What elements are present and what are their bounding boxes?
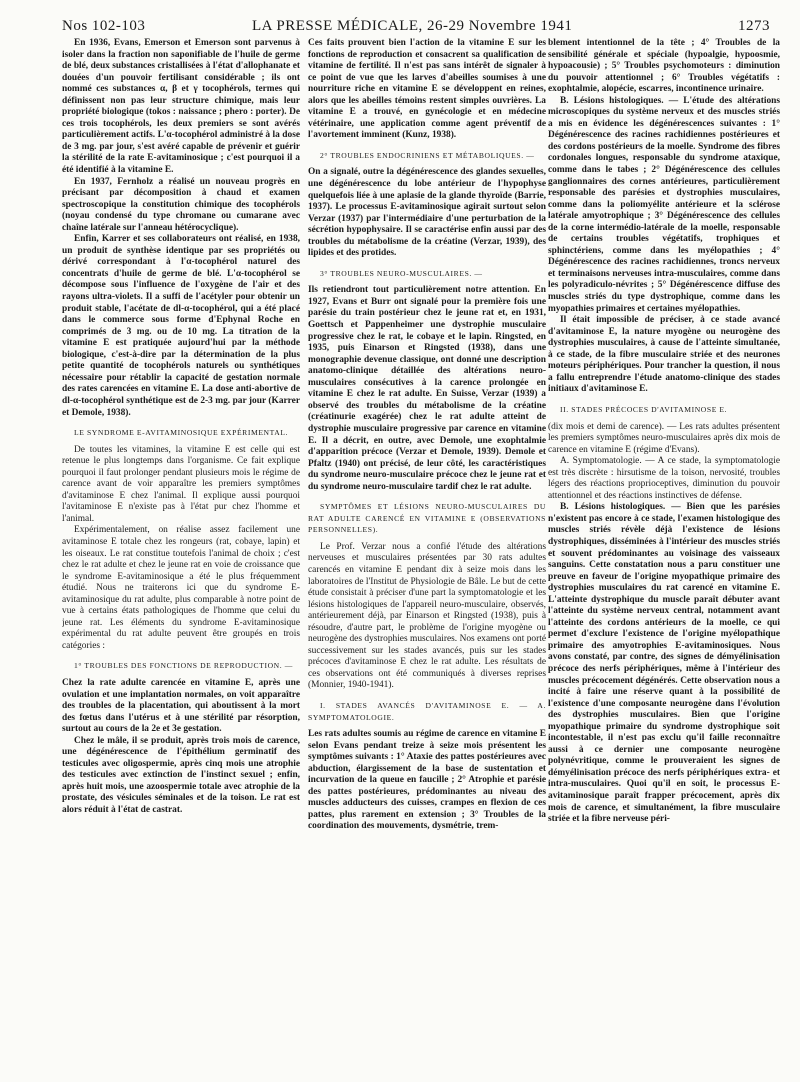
subsection-heading: 2° TROUBLES ENDOCRINIENS ET MÉTABOLIQUES. — bbox=[320, 150, 535, 160]
subsection-heading: I. STADES AVANCÉS D'AVITAMINOSE E. — A. SYMPTOMATOLOGIE. bbox=[308, 700, 546, 722]
paragraph: Expérimentalement, on réalise assez facilement une avitaminose E totale chez les rongeurs (rat, cobaye, lapin) et les oiseaux. Le rat constitue toutefois l'animal de choix ; c'est chez le rat adulte et chez le jeune rat en voie de croissance que le syndrome E-avitaminosique a été le plus fréquemment étudié. Nous ne traiterons ici que du syndrome E-avitaminosique du rat adulte, plus comparable à notre point de vue à certains états pathologiques de l'homme que celui du jeune rat. Les éléments du syndrome E-avitaminosique expérimental du rat adulte peuvent être groupés en trois catégories : bbox=[62, 525, 300, 651]
page-header bbox=[62, 14, 770, 36]
paragraph: Ces faits prouvent bien l'action de la vitamine E sur les fonctions de reproduction et consacrent sa qualification de vitamine de fertilité. Il n'est pas sans intérêt de signaler à ce point de vue que les larves d'abeilles soumises à une nourriture riche en vitamine E se développent en reines, alors que les abeilles témoins restent simples ouvrières. La vitamine E a trouvé, en gynécologie et en médecine vétérinaire, une application comme agent préventif de l'avortement imminent (Kunz, 1938). bbox=[308, 38, 546, 141]
paragraph: En 1936, Evans, Emerson et Emerson sont parvenus à isoler dans la fraction non saponifiable de l'huile de germe de blé, deux substances cristallisées à l'état d'allophanate et douées d'un pouvoir fertilisant considérable ; ils ont nommé ces substances α, β et γ tocophérols, termes qui définissent non pas leur structure chimique, mais leur propriété biologique (tokos : naissance ; phero : porter). De ces trois tocophérols, les deux premiers se sont avérés particulièrement actifs. L'α-tocophérol administré à la dose de 3 mg. par jour, s'est avéré capable de prévenir et guérir la stérilité de la rate E-avitaminosique ; c'est pourquoi il a été identifié à la vitamine E. bbox=[62, 38, 300, 176]
paragraph: On a signalé, outre la dégénérescence des glandes sexuelles, une dégénérescence du lobe antérieur de l'hypophyse quelquefois liée à une aplasie de la glande thyroïde (Barrie, 1937). Le processus E-avitaminosique agirait surtout selon Verzar (1937) par l'intermédiaire d'une perturbation de la sécrétion hypophysaire. Il se caractérise enfin aussi par des troubles du métabolisme de la créatine (Verzar, 1939), des lipides et des protides. bbox=[308, 167, 546, 259]
paragraph: Chez le mâle, il se produit, après trois mois de carence, une dégénérescence de l'épithélium germinatif des testicules avec oligospermie, après cinq mois une atrophie des testicules avec extinction de l'instinct sexuel ; enfin, après huit mois, une azoospermie totale avec atrophie de la prostate, des vésicules séminales et de la toison. Le rat est alors réduit à l'état de castrat. bbox=[62, 735, 300, 815]
paragraph: B. Lésions histologiques. — L'étude des altérations microscopiques du système nerveux et des muscles striés a mis en évidence les dégénérescences suivantes : 1° Dégénérescence des racines rachidiennes postérieures et des cordons postérieurs de la moelle. Syndrome des fibres cordonales longues, responsable du syndrome ataxique, comme dans le tabes ; 2° Dégénérescence des cellules ganglionnaires des cornes antérieures, particulièrement responsable des parésies et dystrophies musculaires, comme dans la poliomyélite antérieure et la sclérose latérale amyotrophique ; 3° Dégénérescence des cellules de la corne intermédio-latérale de la moelle, responsable de certains troubles végétatifs, trophiques et sphinctériens, comme dans les myélopathies ; 4° Dégénérescence des racines rachidiennes, troncs nerveux et terminaisons nerveuses intra-musculaires, comme dans les polyradiculo-névrites ; 5° Dégénérescence diffuse des muscles striés du type dystrophique, comme dans les myopathies primaires et certaines myélopathies. bbox=[548, 95, 780, 314]
section-heading: SYMPTÔMES ET LÉSIONS NEURO-MUSCULAIRES DU RAT ADULTE CARENCÉ EN VITAMINE E (OBSERVATIONS PERSONNELLES). bbox=[308, 502, 546, 535]
paragraph: B. Lésions histologiques. — Bien que les parésies n'existent pas encore à ce stade, l'examen histologique des muscles striés révèle déjà l'existence de lésions dystrophiques, disséminées à l'intérieur des muscles striés et souvent prédominantes au voisinage des vaisseaux sanguins. Cette constatation nous a paru constituer une preuve en faveur de l'origine myopathique primaire des dystrophies musculaires du rat carencé en vitamine E. L'atteinte dystrophique du muscle paraît débuter avant l'atteinte du système nerveux central, notamment avant l'atteinte des cordons antérieurs de la moelle, ce qui permet d'exclure l'existence de l'origine myélopathique primaire des amyotrophies E-avitaminosiques. Nous avons constaté, par contre, des signes de démyélinisation précoce des nerfs périphériques, même à l'intérieur des muscles précocement dégénérés. Cette observation nous a incité à faire une réserve quant à la possibilité de l'existence d'une composante neurogène dans l'évolution des dystrophies musculaires. Bien que l'origine myopathique primaire du syndrome dystrophique soit incontestable, il n'est pas exclu qu'il faille reconnaître aussi à ce dernier une composante neurogène polynévritique, comme le prouveraient les signes de démyélinisation précoce des nerfs périphériques extra- et intra-musculaires. Quoi qu'il en soit, le processus E-avitaminosique paraît frapper précocement, après dix mois de carence, et simultanément, la fibre musculaire striée et la fibre nerveuse péri- bbox=[548, 502, 780, 825]
paragraph: Ils retiendront tout particulièrement notre attention. En 1927, Evans et Burr ont signalé pour la première fois une parésie du train postérieur chez le jeune rat et, en 1931, Goettsch et Pappenheimer une dystrophie musculaire progressive chez le rat, le cobaye et le lapin. Ringsted, en 1935, puis Einarson et Ringsted (1938), dans une monographie devenue classique, ont donné une description anatomo-clinique détaillée des altérations neuro-musculaires consécutives à la carence prolongée en vitamine E chez le rat adulte. En Suisse, Verzar (1939) a observé des troubles du métabolisme de la créatine (créatinurie exagérée) chez le rat adulte atteint de dystrophie musculaire progressive par carence en vitamine E. Il a décrit, en outre, avec Demole, une exophtalmie d'apparition précoce (Verzar et Demole, 1939). Demole et Pfaltz (1940) ont précisé, de leur côté, les caractéristiques du syndrome neuro-musculaire précoce chez le jeune rat et du syndrome neuro-musculaire tardif chez le rat adulte. bbox=[308, 285, 546, 492]
column-3 bbox=[548, 38, 780, 1074]
column-1 bbox=[62, 38, 300, 1074]
paragraph: Le Prof. Verzar nous a confié l'étude des altérations nerveuses et musculaires présentées par 30 rats adultes carencés en vitamine E pendant dix à seize mois dans les laboratoires de l'Institut de Physiologie de Bâle. Le but de cette étude consistait à préciser d'une part la symptomatologie et les lésions histologiques de l'appareil neuro-musculaire, observés, antérieurement déjà, par Einarson et Ringsted (1938), puis à résoudre, d'autre part, le problème de l'origine myogène ou neurogène des dystrophies musculaires. Nos examens ont porté successivement sur les stades avancés, puis sur les stades précoces d'avitaminose E chez le rat adulte. Les résultats de ces observations ont été communiqués à diverses reprises (Monnier, 1940-1941). bbox=[308, 541, 546, 691]
paragraph: Chez la rate adulte carencée en vitamine E, après une ovulation et une implantation normales, on voit apparaître des troubles de la placentation, qui aboutissent à la mort des fœtus dans l'utérus et à une stérilité par résorption, surtout au cours de la 2e et 3e gestation. bbox=[62, 677, 300, 735]
issue-numbers: Nos 102-103 bbox=[62, 18, 146, 34]
paragraph: Les rats adultes soumis au régime de carence en vitamine E selon Evans pendant treize à seize mois présentent les symptômes suivants : 1° Ataxie des pattes postérieures avec abduction, élargissement de la base de sustentation et incurvation de la queue en faucille ; 2° Atrophie et parésie des pattes postérieures, prédominantes au niveau des muscles adducteurs des cuisses, crampes en flexion de ces pattes, plus rarement en extension ; 3° Troubles de la coordination des mouvements, dysmétrie, trem- bbox=[308, 729, 546, 832]
paragraph: De toutes les vitamines, la vitamine E est celle qui est retenue le plus longtemps dans l'organisme. Ce fait explique pourquoi il faut prolonger pendant plusieurs mois le régime de carence avant de voir apparaître les premiers symptômes d'avitaminose E chez l'animal. Il explique aussi pourquoi l'avitaminose E n'existe pas à l'état pur chez l'homme et l'animal. bbox=[62, 444, 300, 524]
page-number: 1273 bbox=[738, 18, 770, 34]
paragraph: A. Symptomatologie. — A ce stade, la symptomatologie est très discrète : hirsutisme de la toison, nervosité, troubles légers des réactions proprioceptives, diminution du pouvoir attentionnel et des réactions instinctives de défense. bbox=[548, 456, 780, 501]
column-2 bbox=[308, 38, 546, 1074]
journal-title-date: LA PRESSE MÉDICALE, 26-29 Novembre 1941 bbox=[252, 18, 573, 34]
paragraph: blement intentionnel de la tête ; 4° Troubles de la sensibilité générale et spéciale (hypoalgie, hypoosmie, hypoacousie) ; 5° Troubles psychomoteurs : diminution du pouvoir attentionnel ; 6° Troubles végétatifs : exophtalmie, alopécie, escarres, incontinence urinaire. bbox=[548, 38, 780, 95]
subsection-heading: 1° TROUBLES DES FONCTIONS DE REPRODUCTION. — bbox=[74, 661, 293, 671]
paragraph: Il était impossible de préciser, à ce stade avancé d'avitaminose E, la nature myogène ou neurogène des dystrophies musculaires, à cause de l'atteinte simultanée, à ce stade, de la fibre musculaire striée et des neurones moteurs périphériques. Pour trancher la question, il nous a fallu entreprendre l'étude anatomo-clinique des stades initiaux d'avitaminose E. bbox=[548, 315, 780, 395]
subsection-heading: II. STADES PRÉCOCES D'AVITAMINOSE E. bbox=[560, 404, 728, 414]
paragraph: (dix mois et demi de carence). — Les rats adultes présentent les premiers symptômes neuro-musculaires après dix mois de carence en vitamine E (régime d'Evans). bbox=[548, 421, 780, 455]
section-heading: LE SYNDROME E-AVITAMINOSIQUE EXPÉRIMENTAL. bbox=[74, 428, 289, 438]
paragraph: En 1937, Fernholz a réalisé un nouveau progrès en précisant par décomposition à chaud et examen spectroscopique la constitution chimique des tocophérols (noyau condensé du type chromane ou cumarane avec chaîne latérale sur l'anneau hétérocyclique). bbox=[62, 176, 300, 233]
subsection-heading: 3° TROUBLES NEURO-MUSCULAIRES. — bbox=[320, 268, 483, 278]
paragraph: Enfin, Karrer et ses collaborateurs ont réalisé, en 1938, un produit de synthèse identique par ses propriétés ou dérivé correspondant à l'α-tocophérol naturel des concentrats d'huile de germe de blé. L'α-tocophérol se décompose sous l'influence de l'oxygène de l'air et des rayons ultra-violets. Il a suffi de l'acétyler pour obtenir un produit stable, l'acétate de dl-α-tocophérol, qui a été placé dans le commerce sous forme d'Ephynal Roche en comprimés de 3 mg. ou de 10 mg. La titration de la vitamine E est pratiquée aujourd'hui par la méthode biologique, c'est-à-dire par la détermination de la plus petite quantité de tocophérols naturels ou synthétiques nécessaire pour rétablir la capacité de gestation normale des rates carencées en vitamine E. La dose anti-abortive de dl-α-tocophérol synthétique est de 2-3 mg. par jour (Karrer et Demole, 1938). bbox=[62, 234, 300, 418]
